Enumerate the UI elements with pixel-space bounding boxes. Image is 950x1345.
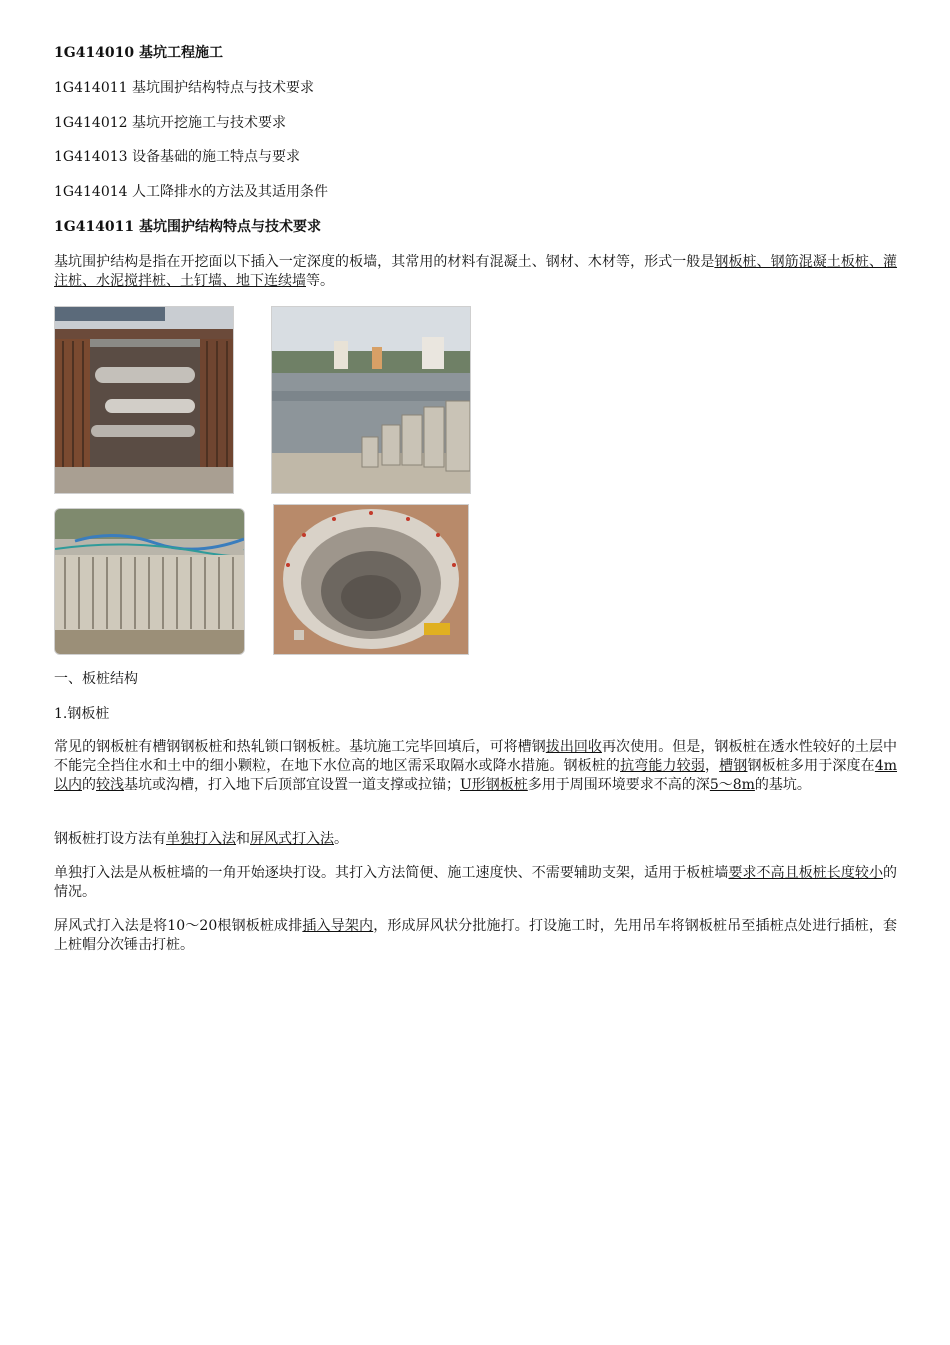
outline-item: 1G414012 基坑开挖施工与技术要求	[54, 115, 286, 131]
steel-sheet-pile-types-paragraph: 常见的钢板桩有槽钢钢板桩和热轧锁口钢板桩。基坑施工完毕回填后，可将槽钢拔出回收再次使用。但是，钢板桩在透水性较好的土层中不能完全挡住水和土中的细小颗粒，在地下水位高的地区需采取隔水或降水措施。钢板桩的抗弯能力较弱，槽钢钢板桩多用于深度在4m以内的较浅基坑或沟槽，打入地下后顶部宜设置一道支撑或拉锚；U形钢板桩多用于周围环境要求不高的深5～8m的基坑。	[54, 739, 898, 793]
screen-driving-paragraph: 屏风式打入法是将10～20根钢板桩成排插入导架内，形成屏风状分批施打。打设施工时，先用吊车将钢板桩吊至插桩点处进行插桩，套上桩帽分次锤击打桩。	[54, 918, 897, 953]
outline-item: 1G414014 人工降排水的方法及其适用条件	[54, 184, 328, 200]
outline-item: 1G414013 设备基础的施工特点与要求	[54, 149, 300, 165]
driving-methods-paragraph: 钢板桩打设方法有单独打入法和屏风式打入法。	[54, 831, 348, 847]
chapter-heading: 1G414010 基坑工程施工	[54, 45, 224, 61]
outline-item: 1G414011 基坑围护结构特点与技术要求	[54, 80, 314, 96]
subsection-title: 一、板桩结构	[54, 671, 138, 687]
circular-diaphragm-wall-pit-photo	[273, 504, 469, 655]
cement-mixing-pile-wall-photo	[54, 508, 245, 655]
section-heading: 1G414011 基坑围护结构特点与技术要求	[54, 219, 322, 235]
intro-paragraph: 基坑围护结构是指在开挖面以下插入一定深度的板墙，其常用的材料有混凝土、钢材、木材等，形式一般是钢板桩、钢筋混凝土板桩、灌注桩、水泥搅拌桩、土钉墙、地下连续墙等。	[54, 254, 898, 289]
subsection-item: 1.钢板桩	[54, 706, 110, 722]
concrete-sheet-pile-waterfront-photo	[271, 306, 471, 494]
single-driving-paragraph: 单独打入法是从板桩墙的一角开始逐块打设。其打入方法简便、施工速度快、不需要辅助支架，适用于板桩墙要求不高且板桩长度较小的情况。	[54, 865, 897, 900]
retaining-types-underline: 钢板桩、钢筋混凝土板桩、灌注桩、水泥搅拌桩、土钉墙、地下连续墙	[54, 254, 898, 289]
steel-sheet-pile-pit-photo	[54, 306, 234, 494]
